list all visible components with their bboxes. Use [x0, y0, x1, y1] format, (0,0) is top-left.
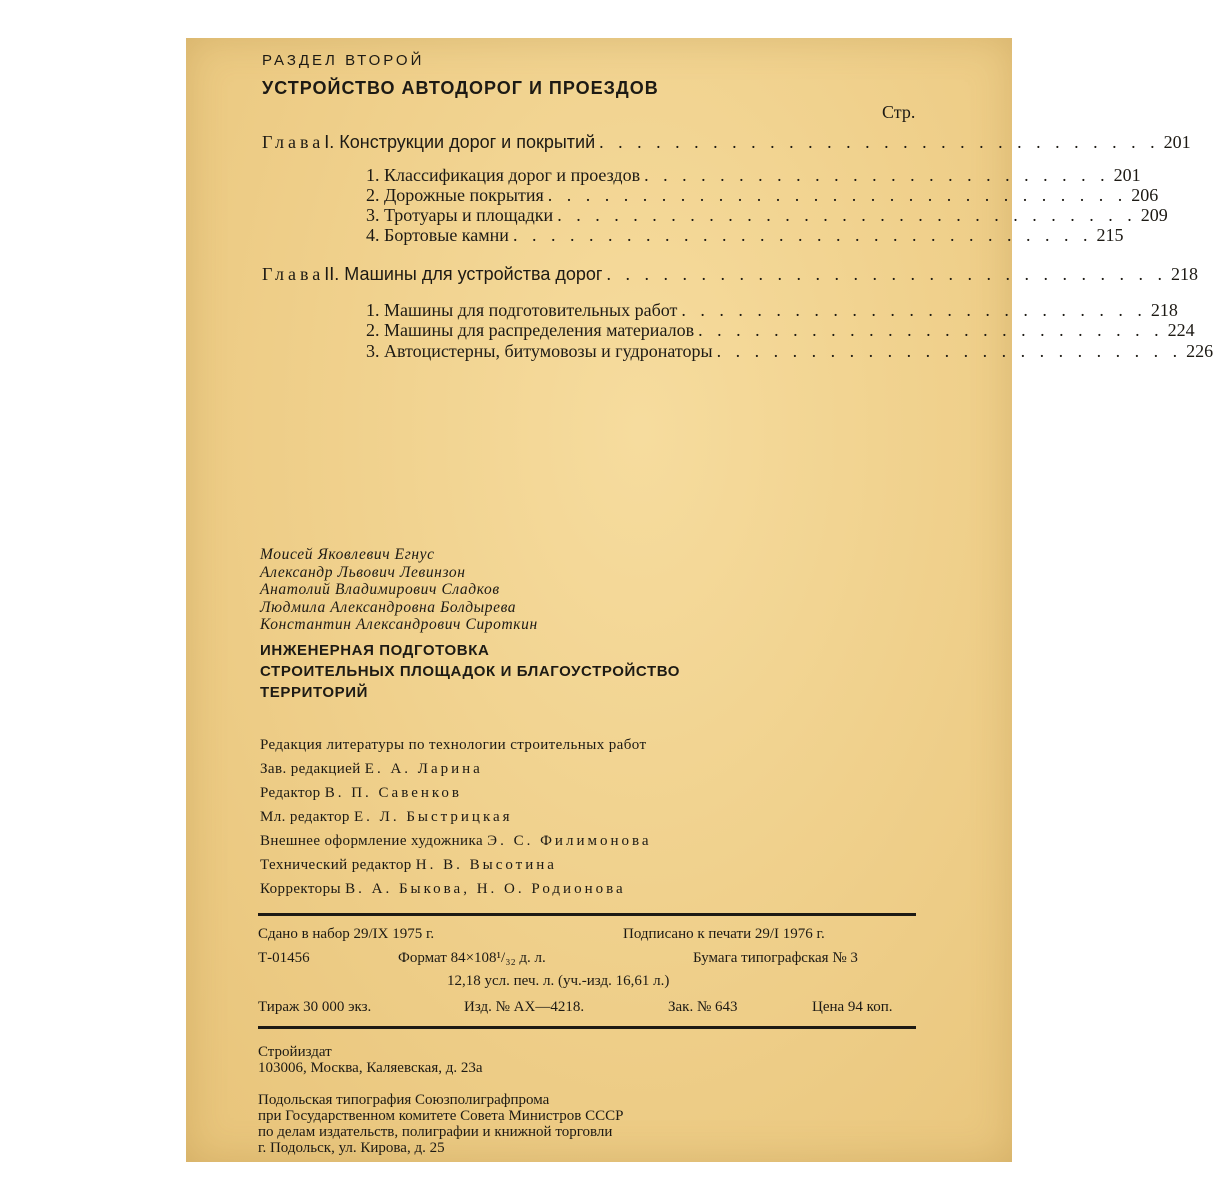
toc-item: [366, 300, 1178, 321]
toc-item: [366, 320, 1195, 341]
imprint-code: Т-01456: [258, 950, 310, 966]
chapter-page: 201: [1163, 132, 1191, 152]
author-name: Анатолий Владимирович Сладков: [260, 581, 500, 598]
imprint-paper: Бумага типографская № 3: [693, 950, 858, 966]
staff-name: Н. В. Высотина: [415, 857, 557, 873]
author-name: Людмила Александровна Болдырева: [260, 598, 517, 616]
toc-chapter-2: [262, 264, 1198, 285]
printer-line: по делам издательств, полиграфии и книжной торговли: [258, 1124, 613, 1140]
section-title: УСТРОЙСТВО АВТОДОРОГ И ПРОЕЗДОВ: [262, 78, 659, 98]
authors-list: [260, 546, 538, 634]
book-title-line: СТРОИТЕЛЬНЫХ ПЛОЩАДОК И БЛАГОУСТРОЙСТВО: [260, 663, 681, 680]
toc-item-page: 206: [1131, 185, 1159, 205]
staff-role: Мл. редактор: [260, 809, 350, 825]
divider-rule: [258, 1026, 916, 1029]
publisher-address: 103006, Москва, Каляевская, д. 23а: [258, 1060, 483, 1076]
head-editor-line: [260, 761, 483, 778]
toc-item: [366, 341, 1213, 362]
leader-dots: . . . . . . . . . . . . . . . . . . . . . . . . . . . . . .: [606, 264, 1167, 284]
author-name: Константин Александрович Сироткин: [260, 616, 538, 633]
imprint-signed: Подписано к печати 29/I 1976 г.: [623, 926, 825, 942]
editor-line: [260, 785, 462, 802]
staff-role: Редактор: [260, 785, 321, 801]
imprint-print-run: Тираж 30 000 экз.: [258, 999, 372, 1015]
book-title-line: ИНЖЕНЕРНАЯ ПОДГОТОВКА: [260, 642, 490, 659]
toc-item-title: 1. Классификация дорог и проездов: [366, 165, 641, 185]
leader-dots: . . . . . . . . . . . . . . . . . . . . . . . . .: [644, 165, 1110, 185]
staff-name: Е. А. Ларина: [364, 761, 483, 777]
toc-item: [366, 185, 1159, 206]
staff-role: Зав. редакцией: [260, 761, 361, 777]
staff-role: Внешнее оформление художника: [260, 833, 484, 849]
chapter-title: II. Машины для устройства дорог: [324, 264, 603, 284]
book-title: [260, 640, 680, 703]
staff-name: Э. С. Филимонова: [487, 833, 652, 849]
tech-editor-line: [260, 857, 557, 874]
toc-item-title: 2. Дорожные покрытия: [366, 185, 544, 205]
author-name: Александр Львович Левинзон: [260, 563, 466, 581]
toc-item-title: 3. Автоцистерны, битумовозы и гудронаторы: [366, 341, 713, 361]
toc-item: [366, 225, 1124, 246]
chapter-prefix: Глава: [262, 132, 325, 152]
toc-item-title: 4. Бортовые камни: [366, 225, 509, 245]
chapter-page: 218: [1170, 264, 1198, 284]
toc-item-page: 215: [1096, 225, 1124, 245]
toc-item-title: 3. Тротуары и площадки: [366, 205, 554, 225]
printer-line: при Государственном комитете Совета Министров СССР: [258, 1108, 624, 1124]
page-column-header: Стр.: [882, 102, 916, 122]
printer-line: Подольская типография Союзполиграфпрома: [258, 1092, 550, 1108]
leader-dots: . . . . . . . . . . . . . . . . . . . . . . . . . . . . . . .: [512, 225, 1093, 245]
author-name: Моисей Яковлевич Егнус: [260, 546, 435, 563]
staff-role: Корректоры: [260, 881, 341, 897]
staff-name: В. А. Быкова, Н. О. Родионова: [345, 881, 626, 897]
toc-chapter-1: [262, 132, 1191, 153]
toc-item: [366, 165, 1141, 186]
printer-line: г. Подольск, ул. Кирова, д. 25: [258, 1140, 445, 1156]
leader-dots: . . . . . . . . . . . . . . . . . . . . . . . . . . . . . . .: [557, 205, 1137, 225]
leader-dots: . . . . . . . . . . . . . . . . . . . . . . . . .: [681, 300, 1147, 320]
imprint-price: Цена 94 коп.: [812, 999, 893, 1015]
toc-item-page: 209: [1140, 205, 1168, 225]
imprint-submitted: Сдано в набор 29/IX 1975 г.: [258, 926, 435, 942]
design-line: [260, 833, 652, 850]
toc-item-title: 1. Машины для подготовительных работ: [366, 300, 678, 320]
junior-editor-line: [260, 809, 513, 826]
staff-name: В. П. Савенков: [324, 785, 462, 801]
toc-item-page: 226: [1186, 341, 1213, 361]
toc-item-page: 201: [1113, 165, 1141, 185]
imprint-edition: Изд. № АХ—4218.: [464, 999, 585, 1015]
toc-item-page: 224: [1167, 320, 1195, 340]
leader-dots: . . . . . . . . . . . . . . . . . . . . . . . . .: [716, 341, 1183, 361]
leader-dots: . . . . . . . . . . . . . . . . . . . . . . . . . . . . . . .: [547, 185, 1128, 205]
editorial-office: Редакция литературы по технологии строительных работ: [260, 737, 647, 753]
toc-item: [366, 205, 1168, 226]
book-title-line: ТЕРРИТОРИЙ: [260, 684, 368, 701]
section-label: РАЗДЕЛ ВТОРОЙ: [262, 52, 425, 69]
leader-dots: . . . . . . . . . . . . . . . . . . . . . . . . . . . . . .: [599, 132, 1160, 152]
leader-dots: . . . . . . . . . . . . . . . . . . . . . . . . .: [698, 320, 1164, 340]
imprint-sheets: 12,18 усл. печ. л. (уч.-изд. 16,61 л.): [447, 973, 670, 989]
chapter-title: I. Конструкции дорог и покрытий: [324, 132, 596, 152]
staff-role: Технический редактор: [260, 857, 412, 873]
toc-item-title: 2. Машины для распределения материалов: [366, 320, 695, 340]
chapter-prefix: Глава: [262, 264, 325, 284]
printer-block: [258, 1092, 623, 1156]
correctors-line: [260, 881, 626, 898]
imprint-format: Формат 84×108¹/₃₂ д. л.: [398, 950, 546, 966]
imprint-order: Зак. № 643: [668, 999, 738, 1015]
staff-name: Е. Л. Быстрицкая: [353, 809, 513, 825]
publisher-name: Стройиздат: [258, 1044, 332, 1060]
divider-rule: [258, 913, 916, 916]
toc-item-page: 218: [1150, 300, 1178, 320]
publisher-block: [258, 1044, 483, 1076]
